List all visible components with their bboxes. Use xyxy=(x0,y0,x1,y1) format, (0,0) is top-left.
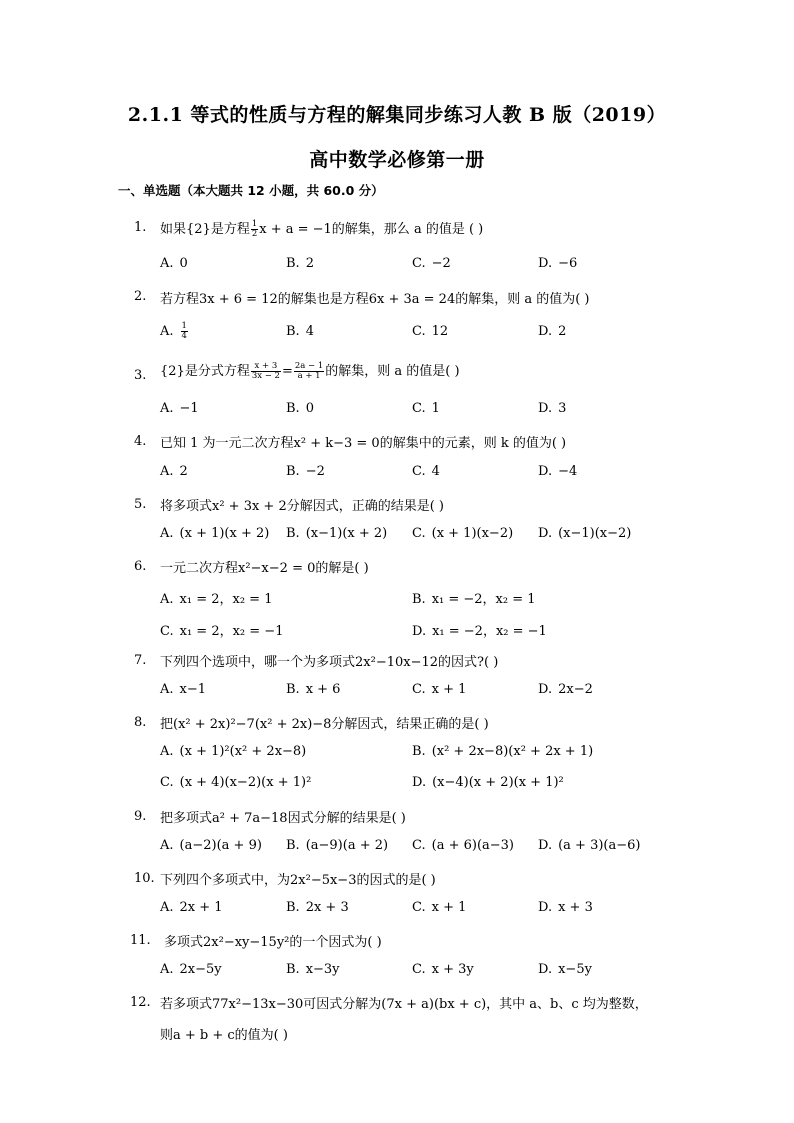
fraction-denominator: a + 1 xyxy=(297,371,321,381)
question-text: 多项式2x²−xy−15y²的一个因式为( ) xyxy=(164,935,382,950)
option-label: C. xyxy=(160,775,174,790)
option-text: −6 xyxy=(558,256,578,271)
option-text: x−5y xyxy=(558,962,592,977)
option-label: A. xyxy=(160,682,174,697)
fraction xyxy=(251,362,281,381)
option-label: B. xyxy=(286,464,300,479)
option-label: D. xyxy=(538,526,553,541)
question-text: 下列四个多项式中，为2x²−5x−3的因式的是( ) xyxy=(160,873,436,888)
option-text: 4 xyxy=(431,464,440,479)
question-text-part: 的解集，则 a 的值是( ) xyxy=(325,364,460,379)
option-d[interactable] xyxy=(538,682,593,697)
option-text: 0 xyxy=(305,401,314,416)
option-b[interactable] xyxy=(286,256,314,271)
option-c[interactable] xyxy=(412,256,451,271)
option-label: D. xyxy=(538,682,553,697)
option-text: −1 xyxy=(179,401,199,416)
option-a[interactable] xyxy=(160,744,306,759)
option-b[interactable] xyxy=(286,682,340,697)
option-label: C. xyxy=(412,256,426,271)
option-c[interactable] xyxy=(412,464,440,479)
option-b[interactable] xyxy=(286,526,387,541)
option-label: D. xyxy=(538,962,553,977)
option-c[interactable] xyxy=(160,620,283,639)
option-c[interactable] xyxy=(412,838,514,853)
option-c[interactable] xyxy=(412,900,466,915)
option-text: −2 xyxy=(305,464,325,479)
fraction-numerator: 1 xyxy=(181,321,187,331)
question-number: 7. xyxy=(134,653,147,668)
option-b[interactable] xyxy=(286,324,314,339)
option-text: 3 xyxy=(558,401,567,416)
fraction-denominator: 3x − 2 xyxy=(251,371,280,381)
option-text: (a + 3)(a−6) xyxy=(558,838,641,853)
question-text xyxy=(160,218,483,239)
option-c[interactable] xyxy=(412,682,466,697)
option-label: C. xyxy=(412,682,426,697)
option-b[interactable] xyxy=(412,588,536,607)
option-b[interactable] xyxy=(412,744,593,759)
option-text: −4 xyxy=(558,464,578,479)
option-label: D. xyxy=(538,464,553,479)
option-a[interactable] xyxy=(160,900,223,915)
option-c[interactable] xyxy=(160,775,311,790)
option-text: (a−9)(a + 2) xyxy=(305,838,389,853)
option-text: (x² + 2x−8)(x² + 2x + 1) xyxy=(431,744,594,759)
option-text: x + 6 xyxy=(305,682,341,697)
option-label: A. xyxy=(160,323,174,339)
question-text: 若多项式77x²−13x−30可因式分解为(7x + a)(bx + c)，其中 a、b、c 均为整数， xyxy=(160,997,648,1012)
option-c[interactable] xyxy=(412,526,513,541)
option-label: C. xyxy=(412,464,426,479)
option-b[interactable] xyxy=(286,900,349,915)
option-a[interactable] xyxy=(160,322,189,341)
option-c[interactable] xyxy=(412,962,474,977)
fraction-denominator: 4 xyxy=(181,330,187,341)
option-a[interactable] xyxy=(160,256,188,271)
option-label: D. xyxy=(412,624,427,639)
option-text: (x + 4)(x−2)(x + 1)² xyxy=(179,775,312,790)
option-b[interactable] xyxy=(286,401,314,416)
option-text: (x + 1)²(x² + 2x−8) xyxy=(179,744,307,759)
question-text: 一元二次方程x²−x−2 = 0的解是( ) xyxy=(160,561,369,576)
option-b[interactable] xyxy=(286,962,340,977)
option-label: D. xyxy=(538,900,553,915)
option-d[interactable] xyxy=(538,324,566,339)
fraction xyxy=(294,362,324,381)
option-label: C. xyxy=(412,401,426,416)
option-d[interactable] xyxy=(538,464,577,479)
option-text: (a−2)(a + 9) xyxy=(179,838,262,853)
option-label: B. xyxy=(412,744,426,759)
option-label: D. xyxy=(412,775,427,790)
option-d[interactable] xyxy=(538,401,566,416)
question-text: 把多项式a² + 7a−18因式分解的结果是( ) xyxy=(160,811,406,826)
option-b[interactable] xyxy=(286,464,325,479)
option-text: x−3y xyxy=(305,962,340,977)
question-number: 1. xyxy=(134,220,147,235)
option-text: 2x + 3 xyxy=(305,900,349,915)
question-text: 把(x² + 2x)²−7(x² + 2x)−8分解因式，结果正确的是( ) xyxy=(160,717,489,732)
option-text: (x + 1)(x + 2) xyxy=(179,526,270,541)
option-label: B. xyxy=(286,900,300,915)
fraction-numerator: 1 xyxy=(251,219,258,230)
option-text: 0 xyxy=(179,256,188,271)
option-label: B. xyxy=(286,526,300,541)
question-number: 11. xyxy=(130,933,151,948)
option-text: x₁ = −2，x₂ = 1 xyxy=(431,592,536,607)
option-label: C. xyxy=(412,838,426,853)
option-label: B. xyxy=(286,682,300,697)
question-number: 2. xyxy=(134,289,147,304)
question-number: 8. xyxy=(134,715,147,730)
option-c[interactable] xyxy=(412,401,440,416)
option-text: x₁ = 2，x₂ = −1 xyxy=(179,624,284,639)
option-text: x₁ = 2，x₂ = 1 xyxy=(179,592,273,607)
equals-sign: = xyxy=(281,364,293,379)
option-label: A. xyxy=(160,744,174,759)
fraction-numerator: 2a − 1 xyxy=(294,361,324,372)
option-label: B. xyxy=(412,592,426,607)
question-text-part: x + a = −1的解集，那么 a 的值是 ( ) xyxy=(259,222,484,237)
option-text: (x + 1)(x−2) xyxy=(431,526,514,541)
option-label: A. xyxy=(160,401,174,416)
title-line-2: 高中数学必修第一册 xyxy=(309,149,485,171)
option-label: A. xyxy=(160,900,174,915)
option-d[interactable] xyxy=(538,900,593,915)
option-label: D. xyxy=(538,838,553,853)
option-a[interactable] xyxy=(160,838,262,853)
option-text: (x−4)(x + 2)(x + 1)² xyxy=(432,775,564,790)
question-text: 将多项式x² + 3x + 2分解因式，正确的结果是( ) xyxy=(160,499,445,514)
option-text: x + 1 xyxy=(431,682,467,697)
option-text: x + 3y xyxy=(431,962,474,977)
option-label: D. xyxy=(538,256,553,271)
question-number: 4. xyxy=(134,434,147,449)
option-label: B. xyxy=(286,324,300,339)
fraction xyxy=(181,322,188,341)
option-a[interactable] xyxy=(160,526,269,541)
option-label: D. xyxy=(538,324,553,339)
question-number: 3. xyxy=(134,368,147,383)
option-text: 12 xyxy=(431,324,449,339)
option-text: 2x−5y xyxy=(179,962,222,977)
option-c[interactable] xyxy=(412,324,448,339)
option-label: A. xyxy=(160,962,174,977)
option-label: C. xyxy=(412,324,426,339)
question-number: 6. xyxy=(134,559,147,574)
option-text: x + 3 xyxy=(558,900,593,915)
option-text: 4 xyxy=(305,324,314,339)
question-number: 12. xyxy=(130,995,151,1010)
option-label: C. xyxy=(160,624,174,639)
option-text: x₁ = −2，x₂ = −1 xyxy=(432,624,547,639)
question-number: 5. xyxy=(134,497,147,512)
option-d[interactable] xyxy=(538,962,592,977)
question-text-continued: 则a + b + c的值为( ) xyxy=(160,1028,288,1043)
option-label: C. xyxy=(412,900,426,915)
option-text: 2 xyxy=(305,256,314,271)
option-label: A. xyxy=(160,526,174,541)
question-number: 9. xyxy=(134,809,147,824)
option-d[interactable] xyxy=(538,256,577,271)
question-text xyxy=(160,360,460,381)
question-text: 若方程3x + 6 = 12的解集也是方程6x + 3a = 24的解集，则 a 的值为( ) xyxy=(160,292,590,307)
option-label: B. xyxy=(286,401,300,416)
option-d[interactable] xyxy=(538,526,631,541)
option-text: (x−1)(x + 2) xyxy=(305,526,388,541)
option-label: C. xyxy=(412,526,426,541)
option-label: B. xyxy=(286,838,300,853)
fraction xyxy=(251,220,258,239)
option-text: 2x−2 xyxy=(558,682,593,697)
option-label: A. xyxy=(160,592,174,607)
section-heading: 一、单选题（本大题共 12 小题，共 60.0 分） xyxy=(118,183,384,198)
option-d[interactable] xyxy=(538,838,640,853)
fraction-numerator: x + 3 xyxy=(251,362,281,372)
option-text: 1 xyxy=(431,401,440,416)
option-a[interactable] xyxy=(160,962,222,977)
option-text: x + 1 xyxy=(431,900,467,915)
option-text: 2 xyxy=(558,324,567,339)
option-b[interactable] xyxy=(286,838,388,853)
option-a[interactable] xyxy=(160,588,272,607)
question-text: 已知 1 为一元二次方程x² + k−3 = 0的解集中的元素，则 k 的值为( ) xyxy=(160,436,567,451)
option-d[interactable] xyxy=(412,620,547,639)
question-text-part: {2}是分式方程 xyxy=(160,364,250,379)
option-text: 2x + 1 xyxy=(179,900,223,915)
option-label: B. xyxy=(286,256,300,271)
option-label: A. xyxy=(160,256,174,271)
option-label: C. xyxy=(412,962,426,977)
option-text: 2 xyxy=(179,464,188,479)
option-a[interactable] xyxy=(160,682,206,697)
option-a[interactable] xyxy=(160,464,188,479)
title-line-1: 2.1.1 等式的性质与方程的解集同步练习人教 B 版（2019） xyxy=(127,104,667,126)
option-text: −2 xyxy=(431,256,451,271)
option-label: A. xyxy=(160,838,174,853)
option-text: x−1 xyxy=(179,682,207,697)
question-number: 10. xyxy=(134,871,155,886)
option-label: A. xyxy=(160,464,174,479)
option-label: B. xyxy=(286,962,300,977)
option-label: D. xyxy=(538,401,553,416)
fraction-denominator: 2 xyxy=(251,229,258,239)
question-text-part: 如果{2}是方程 xyxy=(160,222,250,237)
option-text: (a + 6)(a−3) xyxy=(431,838,515,853)
option-d[interactable] xyxy=(412,775,564,790)
option-text: (x−1)(x−2) xyxy=(558,526,632,541)
option-a[interactable] xyxy=(160,401,199,416)
question-text: 下列四个选项中，哪一个为多项式2x²−10x−12的因式?( ) xyxy=(160,655,499,670)
